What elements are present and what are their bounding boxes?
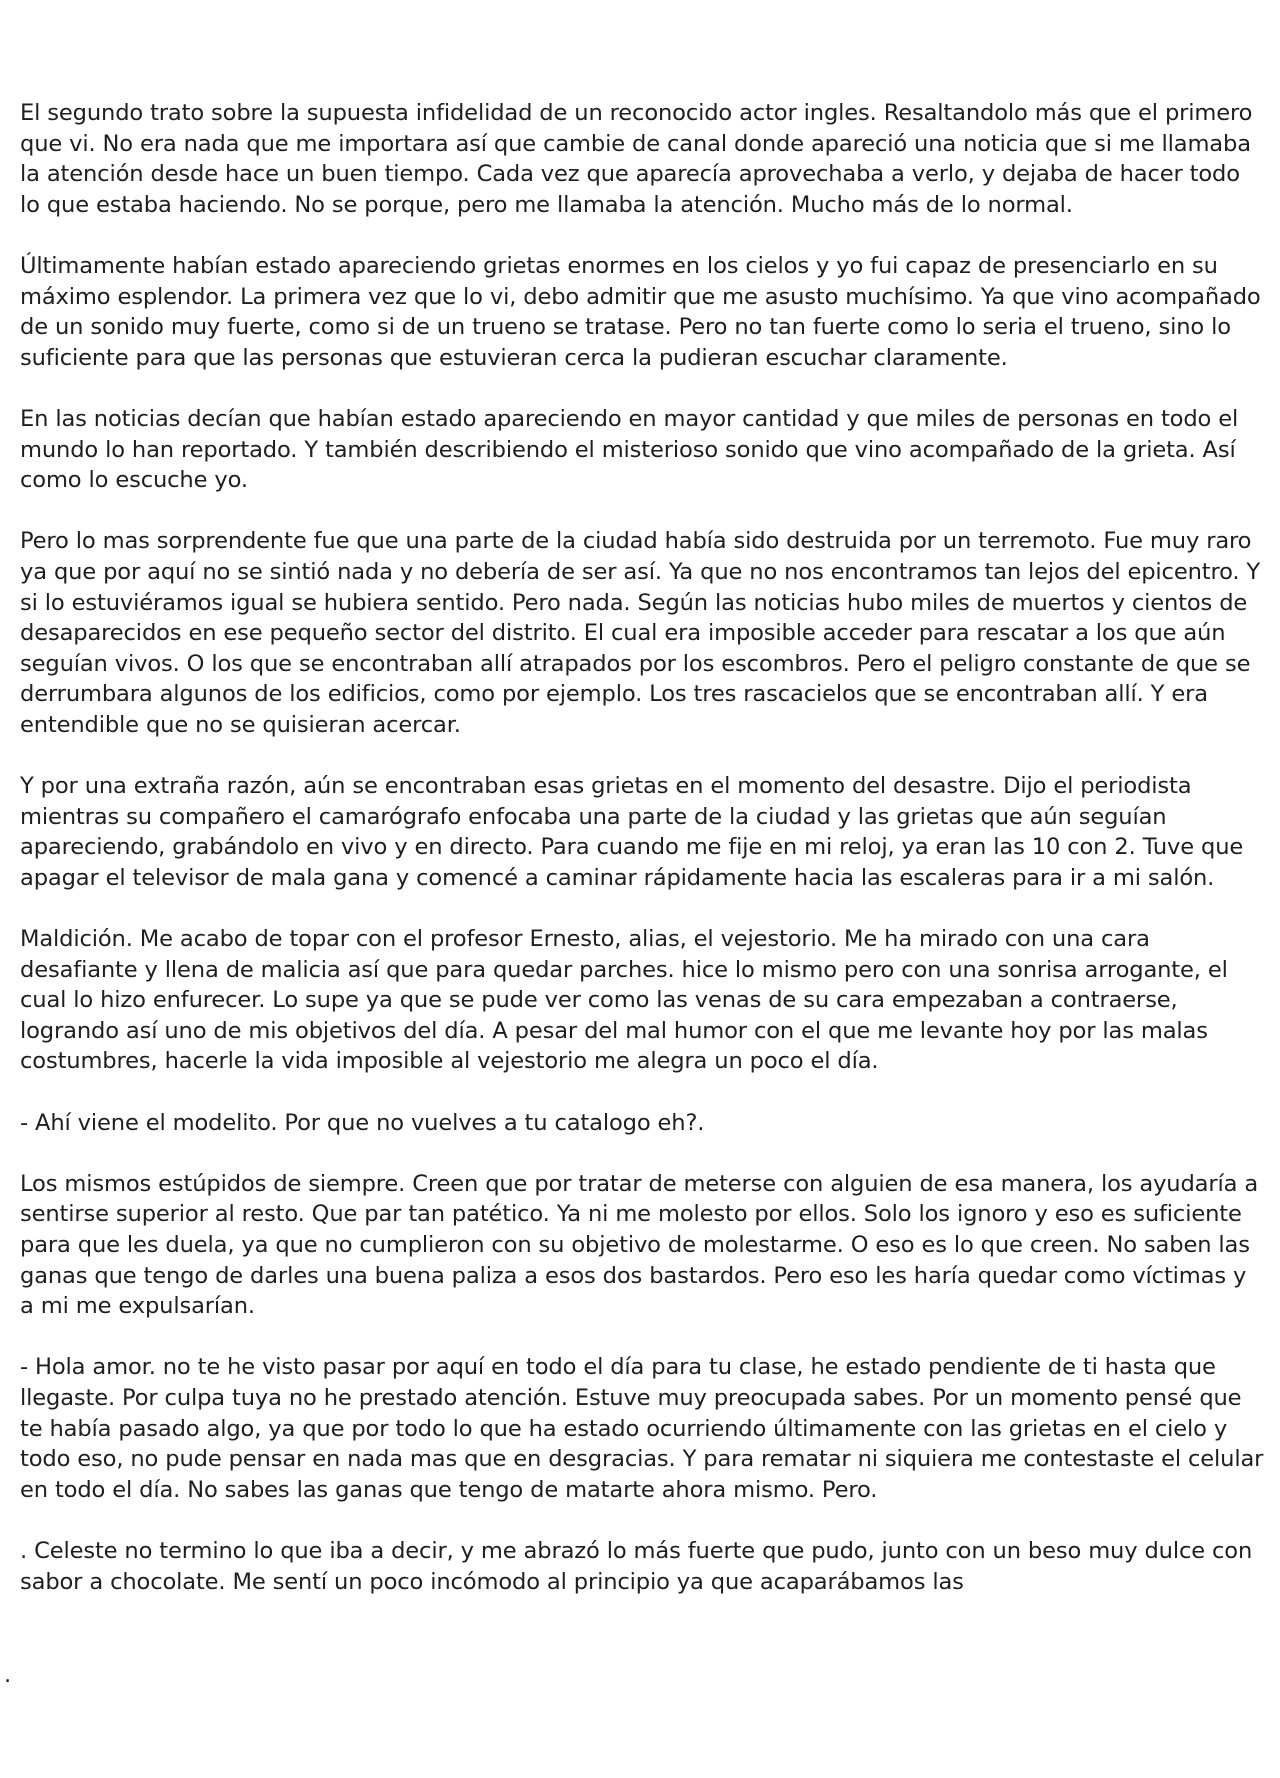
paragraph-1: El segundo trato sobre la supuesta infidelidad de un reconocido actor ingles. Resaltandolo más que el primero que vi. No era nada que me importara así que cambie de canal donde apareció una noticia que si me llamaba la atención desde hace un buen tiempo. Cada vez que aparecía aprovechaba a verlo, y dejaba de hacer todo lo que estaba haciendo. No se porque, pero me llamaba la atención. Mucho más de lo normal. (20, 100, 1253, 218)
paragraph-2: Últimamente habían estado apareciendo grietas enormes en los cielos y yo fui capaz de presenciarlo en su máximo esplendor. La primera vez que lo vi, debo admitir que me asusto muchísimo. Ya que vino acompañado de un sonido muy fuerte, como si de un trueno se tratase. Pero no tan fuerte como lo seria el trueno, sino lo suficiente para que las personas que estuvieran cerca la pudieran escuchar claramente. (20, 252, 1261, 371)
stray-period-mark: . (4, 1662, 12, 1688)
paragraph-6: Maldición. Me acabo de topar con el profesor Ernesto, alias, el vejestorio. Me ha mirado con una cara desafiante y llena de malicia así que para quedar parches. hice lo mismo pero con una sonrisa arrogante, el cual lo hizo enfurecer. Lo supe ya que se pude ver como las venas de su cara empezaban a contraerse, logrando así uno de mis objetivos del día. A pesar del mal humor con el que me levante hoy por las malas costumbres, hacerle la vida imposible al vejestorio me alegra un poco el día. (20, 926, 1228, 1075)
paragraph-5: Y por una extraña razón, aún se encontraban esas grietas en el momento del desastre. Dijo el periodista mientras su compañero el camarógrafo enfocaba una parte de la ciudad y las grietas que aún seguían apareciendo, grabándolo en vivo y en directo. Para cuando me fije en mi reloj, ya eran las 10 con 2. Tuve que apagar el televisor de mala gana y comencé a caminar rápidamente hacia las escaleras para ir a mi salón. (20, 773, 1244, 891)
dialogue-line-2: - Hola amor. no te he visto pasar por aquí en todo el día para tu clase, he estado pendiente de ti hasta que llegaste. Por culpa tuya no he prestado atención. Estuve muy preocupada sabes. Por un momento pensé que te había pasado algo, ya que por todo lo que ha estado ocurriendo últimamente con las grietas en el cielo y todo eso, no pude pensar en nada mas que en desgracias. Y para rematar ni siquiera me contestaste el celular en todo el día. No sabes las ganas que tengo de matarte ahora mismo. Pero. (20, 1354, 1264, 1503)
dialogue-line-1: - Ahí viene el modelito. Por que no vuelves a tu catalogo eh?. (20, 1109, 705, 1136)
paragraph-4: Pero lo mas sorprendente fue que una parte de la ciudad había sido destruida por un terremoto. Fue muy raro ya que por aquí no se sintió nada y no debería de ser así. Ya que no nos encontramos tan lejos del epicentro. Y si lo estuviéramos igual se hubiera sentido. Pero nada. Según las noticias hubo miles de muertos y cientos de desaparecidos en ese pequeño sector del distrito. El cual era imposible acceder para rescatar a los que aún seguían vivos. O los que se encontraban allí atrapados por los escombros. Pero el peligro constante de que se derrumbara algunos de los edificios, como por ejemplo. Los tres rascacielos que se encontraban allí. Y era entendible que no se quisieran acercar. (20, 528, 1261, 738)
paragraph-3: En las noticias decían que habían estado apareciendo en mayor cantidad y que miles de personas en todo el mundo lo han reportado. Y también describiendo el misterioso sonido que vino acompañado de la grieta. Así como lo escuche yo. (20, 405, 1239, 494)
paragraph-8: . Celeste no termino lo que iba a decir, y me abrazó lo más fuerte que pudo, junto con un beso muy dulce con sabor a chocolate. Me sentí un poco incómodo al principio ya que acaparábamos las (20, 1537, 1253, 1595)
document-body (20, 98, 1265, 1628)
paragraph-7: Los mismos estúpidos de siempre. Creen que por tratar de meterse con alguien de esa manera, los ayudaría a sentirse superior al resto. Que par tan patético. Ya ni me molesto por ellos. Solo los ignoro y eso es suficiente para que les duela, ya que no cumplieron con su objetivo de molestarme. O eso es lo que creen. No saben las ganas que tengo de darles una buena paliza a esos dos bastardos. Pero eso les haría quedar como víctimas y a mi me expulsarían. (20, 1170, 1259, 1320)
